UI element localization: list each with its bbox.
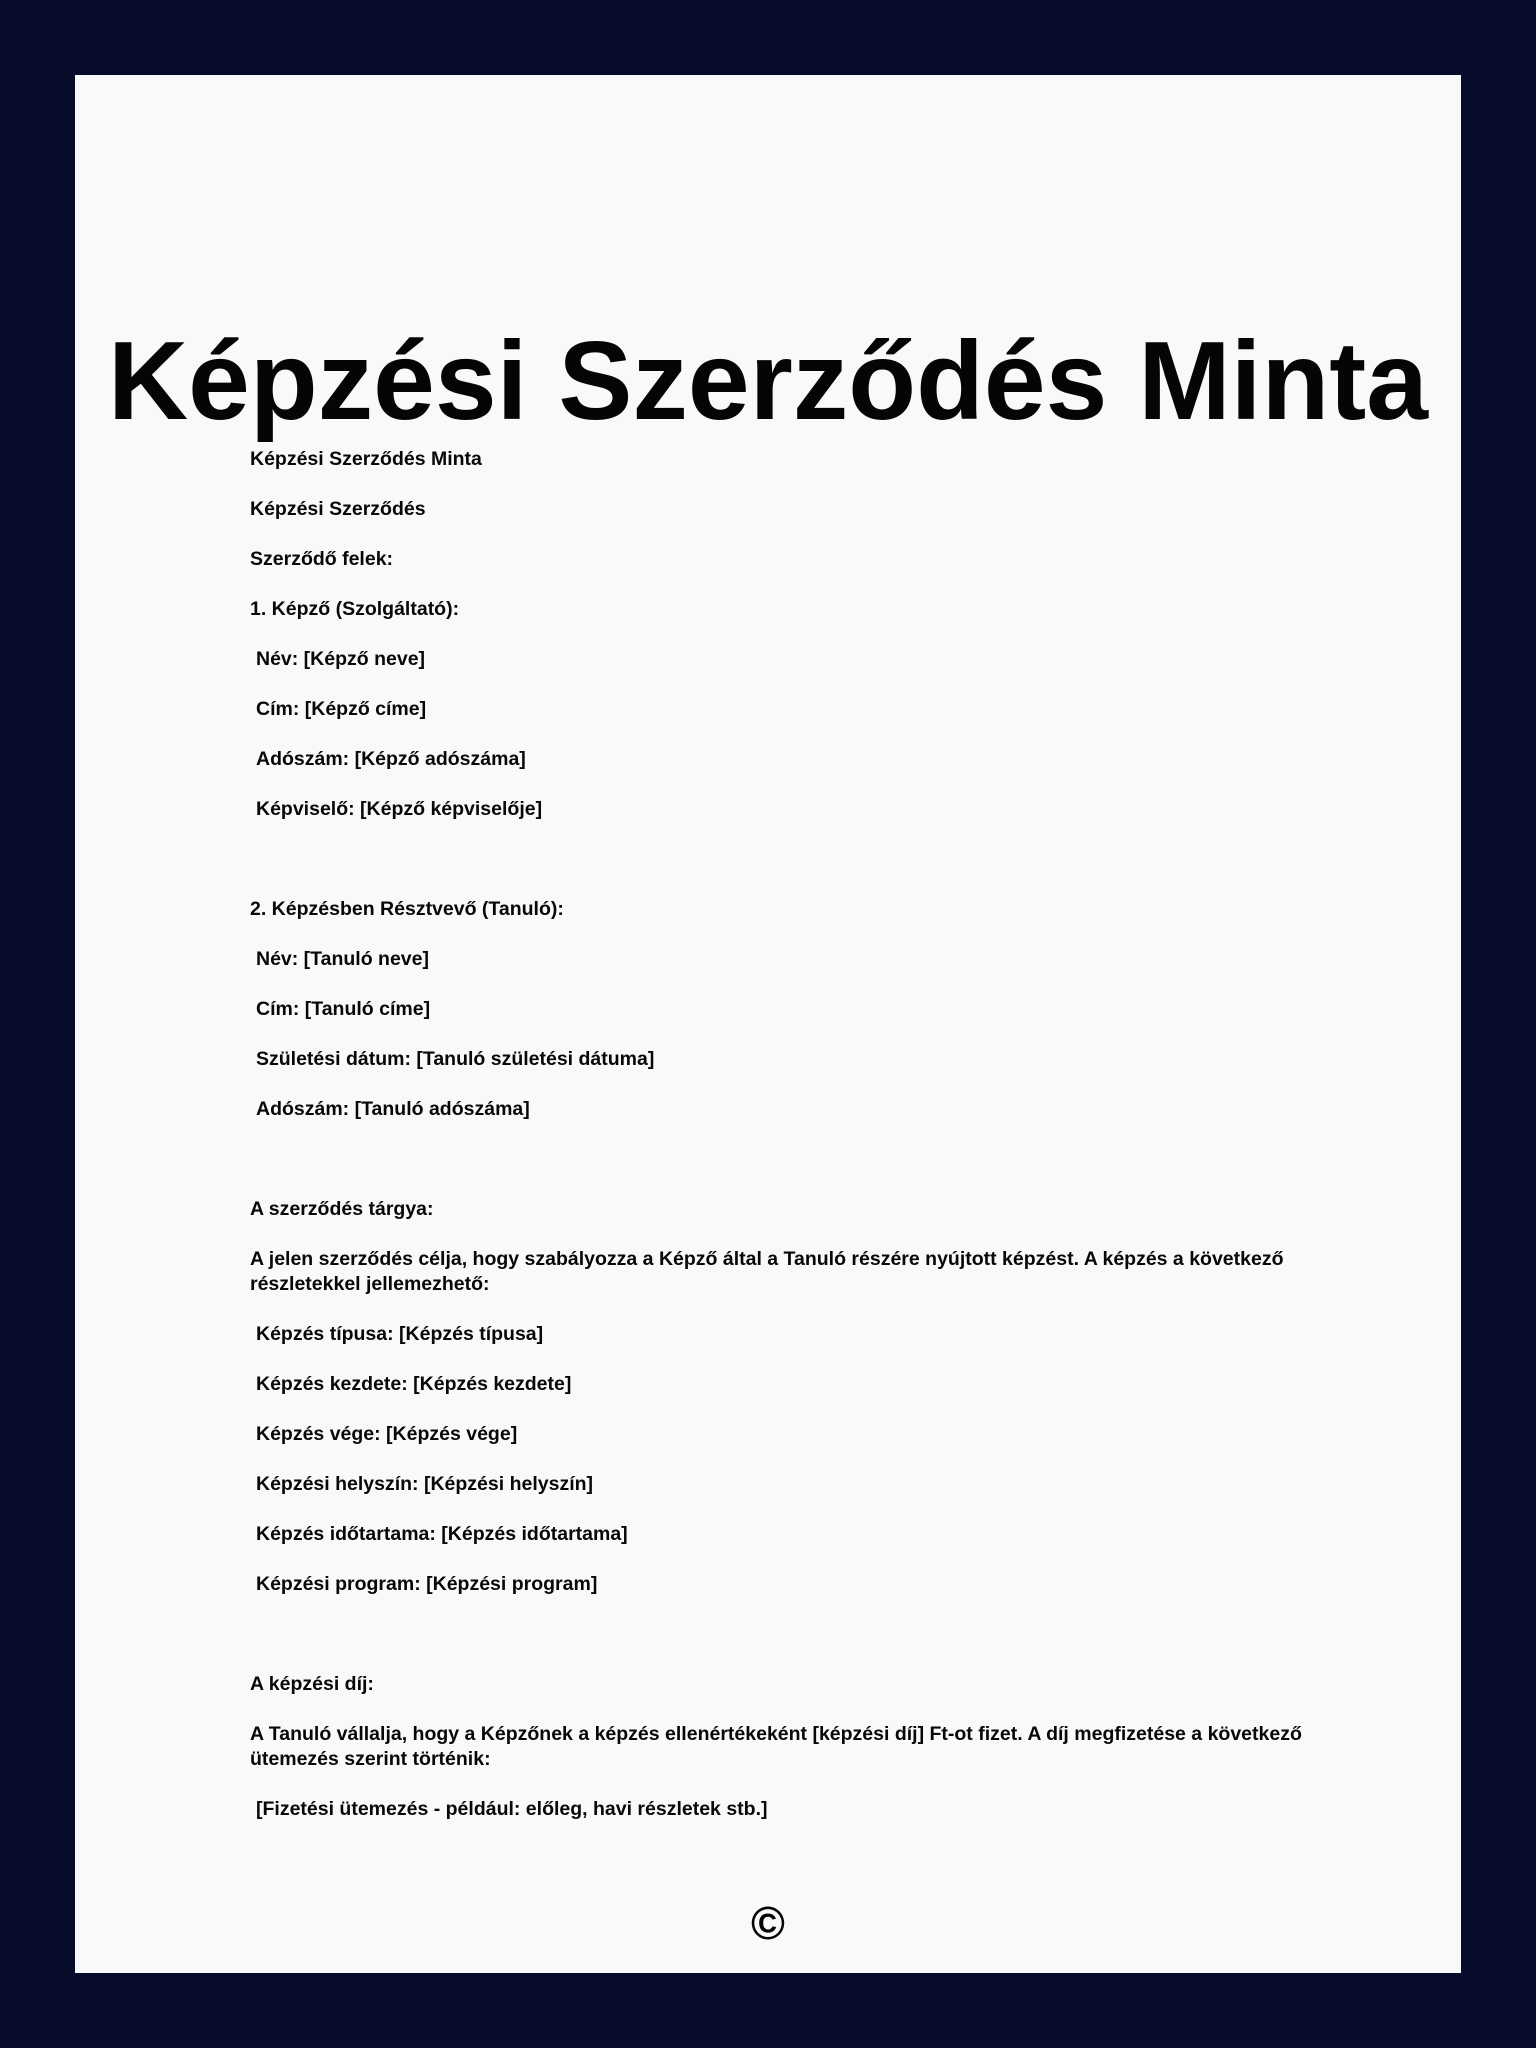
subject-label: A szerződés tárgya: bbox=[250, 1198, 434, 1220]
fee-label: A képzési díj: bbox=[250, 1673, 374, 1695]
provider-representative: Képviselő: [Képző képviselője] bbox=[256, 798, 543, 820]
document-page bbox=[75, 75, 1461, 1973]
provider-tax-id: Adószám: [Képző adószáma] bbox=[256, 748, 526, 770]
parties-label: Szerződő felek: bbox=[250, 548, 394, 570]
training-end: Képzés vége: [Képzés vége] bbox=[256, 1423, 518, 1445]
document-subheading: Képzési Szerződés bbox=[250, 498, 426, 520]
fee-intro: A Tanuló vállalja, hogy a Képzőnek a képzés ellenértékeként [képzési díj] Ft-ot fizet. A díj megfizetése a következő ütemezés szerint történik: bbox=[250, 1723, 1308, 1770]
provider-label: 1. Képző (Szolgáltató): bbox=[250, 598, 460, 620]
training-duration: Képzés időtartama: [Képzés időtartama] bbox=[256, 1523, 628, 1545]
payment-schedule: [Fizetési ütemezés - például: előleg, havi részletek stb.] bbox=[256, 1798, 768, 1820]
training-program: Képzési program: [Képzési program] bbox=[256, 1573, 598, 1595]
training-type: Képzés típusa: [Képzés típusa] bbox=[256, 1323, 544, 1345]
spacer bbox=[250, 1147, 1330, 1197]
student-address: Cím: [Tanuló címe] bbox=[256, 998, 431, 1020]
student-tax-id: Adószám: [Tanuló adószáma] bbox=[256, 1098, 530, 1120]
document-body bbox=[250, 447, 1330, 1847]
student-name: Név: [Tanuló neve] bbox=[256, 948, 429, 970]
copyright-icon: © bbox=[751, 1897, 785, 1949]
student-label: 2. Képzésben Résztvevő (Tanuló): bbox=[250, 898, 564, 920]
student-birth-date: Születési dátum: [Tanuló születési dátuma] bbox=[256, 1048, 655, 1070]
training-start: Képzés kezdete: [Képzés kezdete] bbox=[256, 1373, 572, 1395]
spacer bbox=[250, 1622, 1330, 1672]
spacer bbox=[250, 847, 1330, 897]
provider-address: Cím: [Képző címe] bbox=[256, 698, 427, 720]
subject-intro: A jelen szerződés célja, hogy szabályozza a Képző által a Tanuló részére nyújtott képzést. A képzés a következő részletekkel jellemezhető: bbox=[250, 1248, 1289, 1295]
page-title: Képzési Szerződés Minta bbox=[107, 319, 1429, 443]
document-heading: Képzési Szerződés Minta bbox=[250, 448, 482, 470]
provider-name: Név: [Képző neve] bbox=[256, 648, 426, 670]
training-location: Képzési helyszín: [Képzési helyszín] bbox=[256, 1473, 594, 1495]
